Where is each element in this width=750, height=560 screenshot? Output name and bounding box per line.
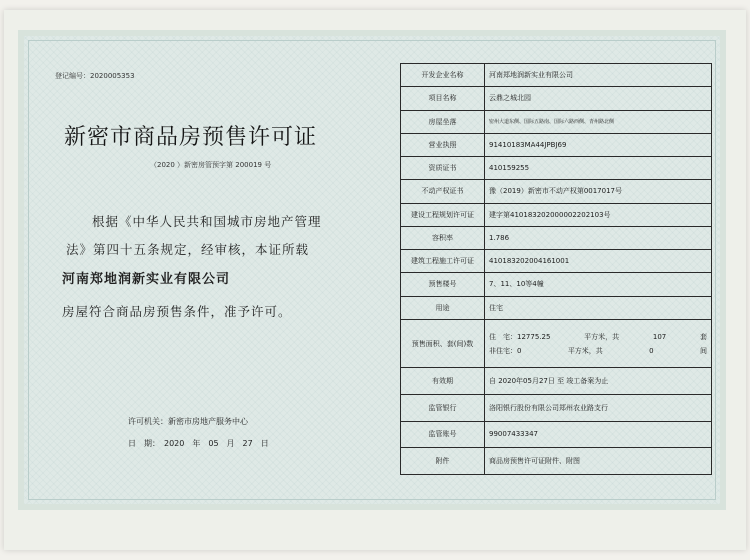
table-row	[401, 296, 712, 319]
company-name: 河南郑地润新实业有限公司	[62, 272, 231, 287]
table-row-area	[401, 319, 712, 368]
page-title: 新密市商品房预售许可证	[64, 125, 318, 150]
table-row	[401, 180, 712, 203]
residential-area: 住 宅：12775.25	[489, 332, 551, 341]
body-line-2: 法》第四十五条规定，经审核，本证所载	[66, 242, 310, 257]
table-row	[401, 250, 712, 273]
table-row	[401, 395, 712, 422]
row-label: 监管银行	[401, 395, 485, 422]
row-label: 预售楼号	[401, 273, 485, 296]
row-label: 房屋坐落	[401, 110, 485, 133]
row-value: 云鼎之城北园	[485, 87, 712, 110]
residential-unit: 平方米，共	[584, 332, 620, 341]
document-number: （2020 ）新密房管预字第 200019 号	[150, 161, 272, 169]
body-line-4: 房屋符合商品房预售条件，准予许可。	[62, 304, 292, 319]
non-residential-unit: 平方米，共	[567, 346, 603, 355]
non-residential-area-line	[489, 344, 707, 358]
row-value: 91410183MA44JPBJ69	[485, 133, 712, 156]
row-value: 410159255	[485, 157, 712, 180]
row-value: 自 2020年05月27日 至 竣工备案为止	[485, 368, 712, 395]
registration-number: 登记编号：2020005353	[55, 72, 135, 80]
table-row	[401, 203, 712, 226]
row-value: 1.786	[485, 226, 712, 249]
row-label: 营业执照	[401, 133, 485, 156]
table-row	[401, 64, 712, 87]
issue-date: 日 期： 2020 年 05 月 27 日	[128, 439, 269, 448]
row-label: 容积率	[401, 226, 485, 249]
table-row	[401, 448, 712, 475]
row-label: 资质证书	[401, 157, 485, 180]
row-label: 开发企业名称	[401, 64, 485, 87]
row-label: 建设工程规划许可证	[401, 203, 485, 226]
table-row	[401, 110, 712, 133]
area-label: 预售面积、套(间)数	[401, 319, 485, 368]
non-residential-suffix: 间	[699, 346, 707, 355]
row-label: 用途	[401, 296, 485, 319]
table-row	[401, 157, 712, 180]
row-value: 商品房预售许可证附件、附图	[485, 448, 712, 475]
table-row	[401, 368, 712, 395]
row-label: 不动产权证书	[401, 180, 485, 203]
row-value: 410183202004161001	[485, 250, 712, 273]
row-value: 99007433347	[485, 421, 712, 448]
non-residential-count: 0	[649, 346, 654, 355]
row-label: 监管账号	[401, 421, 485, 448]
row-value: 7、11、10等4幢	[485, 273, 712, 296]
body-line-1: 根据《中华人民共和国城市房地产管理	[92, 214, 322, 229]
table-row	[401, 133, 712, 156]
residential-area-line	[489, 330, 707, 344]
residential-count: 107	[652, 332, 667, 341]
non-residential-area: 非住宅：0	[489, 346, 522, 355]
row-value: 洛阳银行股份有限公司郑州农业路支行	[485, 395, 712, 422]
row-value: 住宅	[485, 296, 712, 319]
residential-suffix: 套	[699, 332, 707, 341]
row-label: 项目名称	[401, 87, 485, 110]
row-label: 附件	[401, 448, 485, 475]
row-value: 河南郑地润新实业有限公司	[485, 64, 712, 87]
table-row	[401, 87, 712, 110]
row-label: 建筑工程施工许可证	[401, 250, 485, 273]
issuing-authority: 许可机关：新密市房地产服务中心	[128, 417, 248, 426]
table-row	[401, 273, 712, 296]
table-row	[401, 226, 712, 249]
table-row	[401, 421, 712, 448]
area-value	[485, 319, 712, 368]
row-value: 豫（2019）新密市不动产权第0017017号	[485, 180, 712, 203]
details-table	[400, 63, 712, 475]
row-label: 有效期	[401, 368, 485, 395]
row-value: 建字第410183202000002202103号	[485, 203, 712, 226]
row-value: 密州大道东侧、国际五路南、国际六路西侧、青州路北侧	[485, 110, 712, 133]
